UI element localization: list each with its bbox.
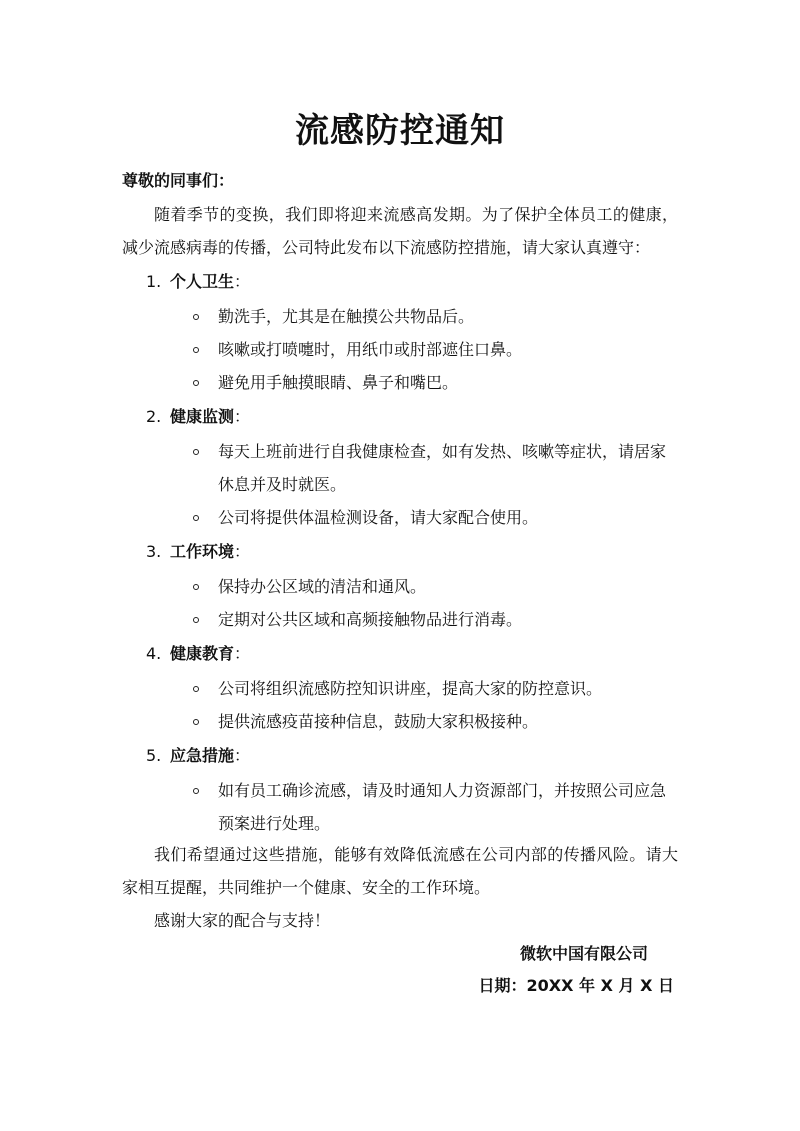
section-heading [146, 636, 686, 672]
salutation: 尊敬的同事们： [122, 171, 235, 190]
section-heading [146, 264, 686, 300]
section-number: 3. [146, 542, 162, 561]
list-item [146, 603, 686, 636]
intro-paragraph: 随着季节的变换，我们即将迎来流感高发期。为了保护全体员工的健康，减少流感病毒的传播，公司特此发布以下流感防控措施，请大家认真遵守： [122, 205, 678, 257]
bullet-list [146, 774, 686, 840]
section-colon: ： [234, 542, 251, 561]
section-emergency-measures [146, 738, 686, 840]
section-title: 工作环境 [170, 542, 235, 561]
section-title: 健康教育 [170, 644, 235, 663]
bullet-list [146, 435, 686, 534]
hollow-circle-bullet-icon [193, 584, 199, 590]
list-item-text: 公司将组织流感防控知识讲座，提高大家的防控意识。 [218, 679, 603, 698]
list-item-text: 咳嗽或打喷嚏时，用纸巾或肘部遮住口鼻。 [218, 340, 523, 359]
hollow-circle-bullet-icon [193, 380, 199, 386]
hollow-circle-bullet-icon [193, 617, 199, 623]
hollow-circle-bullet-icon [193, 788, 199, 794]
list-item-text: 勤洗手，尤其是在触摸公共物品后。 [218, 307, 475, 326]
list-item [146, 672, 686, 705]
section-colon: ： [234, 407, 251, 426]
list-item [146, 435, 686, 501]
section-colon: ： [234, 746, 251, 765]
section-number: 4. [146, 644, 162, 663]
section-health-education [146, 636, 686, 738]
company-signature: 微软中国有限公司 [519, 944, 648, 963]
closing-paragraph: 我们希望通过这些措施，能够有效降低流感在公司内部的传播风险。请大家相互提醒，共同维护一个健康、安全的工作环境。 [122, 845, 678, 897]
list-item-text: 公司将提供体温检测设备，请大家配合使用。 [218, 508, 539, 527]
list-item-text: 提供流感疫苗接种信息，鼓励大家积极接种。 [218, 712, 539, 731]
section-title: 健康监测 [170, 407, 235, 426]
list-item [146, 774, 686, 840]
section-personal-hygiene [146, 264, 686, 399]
hollow-circle-bullet-icon [193, 314, 199, 320]
section-number: 1. [146, 272, 162, 291]
list-item-text: 每天上班前进行自我健康检查，如有发热、咳嗽等症状，请居家休息并及时就医。 [218, 442, 667, 494]
section-heading [146, 399, 686, 435]
list-item [146, 333, 686, 366]
section-number: 5. [146, 746, 162, 765]
list-item-text: 如有员工确诊流感，请及时通知人力资源部门，并按照公司应急预案进行处理。 [218, 781, 667, 833]
hollow-circle-bullet-icon [193, 719, 199, 725]
thanks-line: 感谢大家的配合与支持！ [154, 911, 331, 930]
list-item [146, 570, 686, 603]
section-health-monitoring [146, 399, 686, 534]
list-item [146, 501, 686, 534]
list-item-text: 避免用手触摸眼睛、鼻子和嘴巴。 [218, 373, 459, 392]
section-number: 2. [146, 407, 162, 426]
section-work-environment [146, 534, 686, 636]
hollow-circle-bullet-icon [193, 686, 199, 692]
bullet-list [146, 672, 686, 738]
list-item [146, 366, 686, 399]
bullet-list [146, 570, 686, 636]
measures-list [146, 264, 686, 840]
list-item-text: 定期对公共区域和高频接触物品进行消毒。 [218, 610, 523, 629]
list-item [146, 300, 686, 333]
section-colon: ： [234, 644, 251, 663]
signature-date: 日期：20XX 年 X 月 X 日 [478, 976, 674, 995]
list-item-text: 保持办公区域的清洁和通风。 [218, 577, 427, 596]
bullet-list [146, 300, 686, 399]
section-heading [146, 738, 686, 774]
section-title: 个人卫生 [170, 272, 235, 291]
list-item [146, 705, 686, 738]
document-title: 流感防控通知 [295, 111, 505, 151]
hollow-circle-bullet-icon [193, 515, 199, 521]
section-title: 应急措施 [170, 746, 235, 765]
section-heading [146, 534, 686, 570]
hollow-circle-bullet-icon [193, 449, 199, 455]
section-colon: ： [234, 272, 251, 291]
hollow-circle-bullet-icon [193, 347, 199, 353]
